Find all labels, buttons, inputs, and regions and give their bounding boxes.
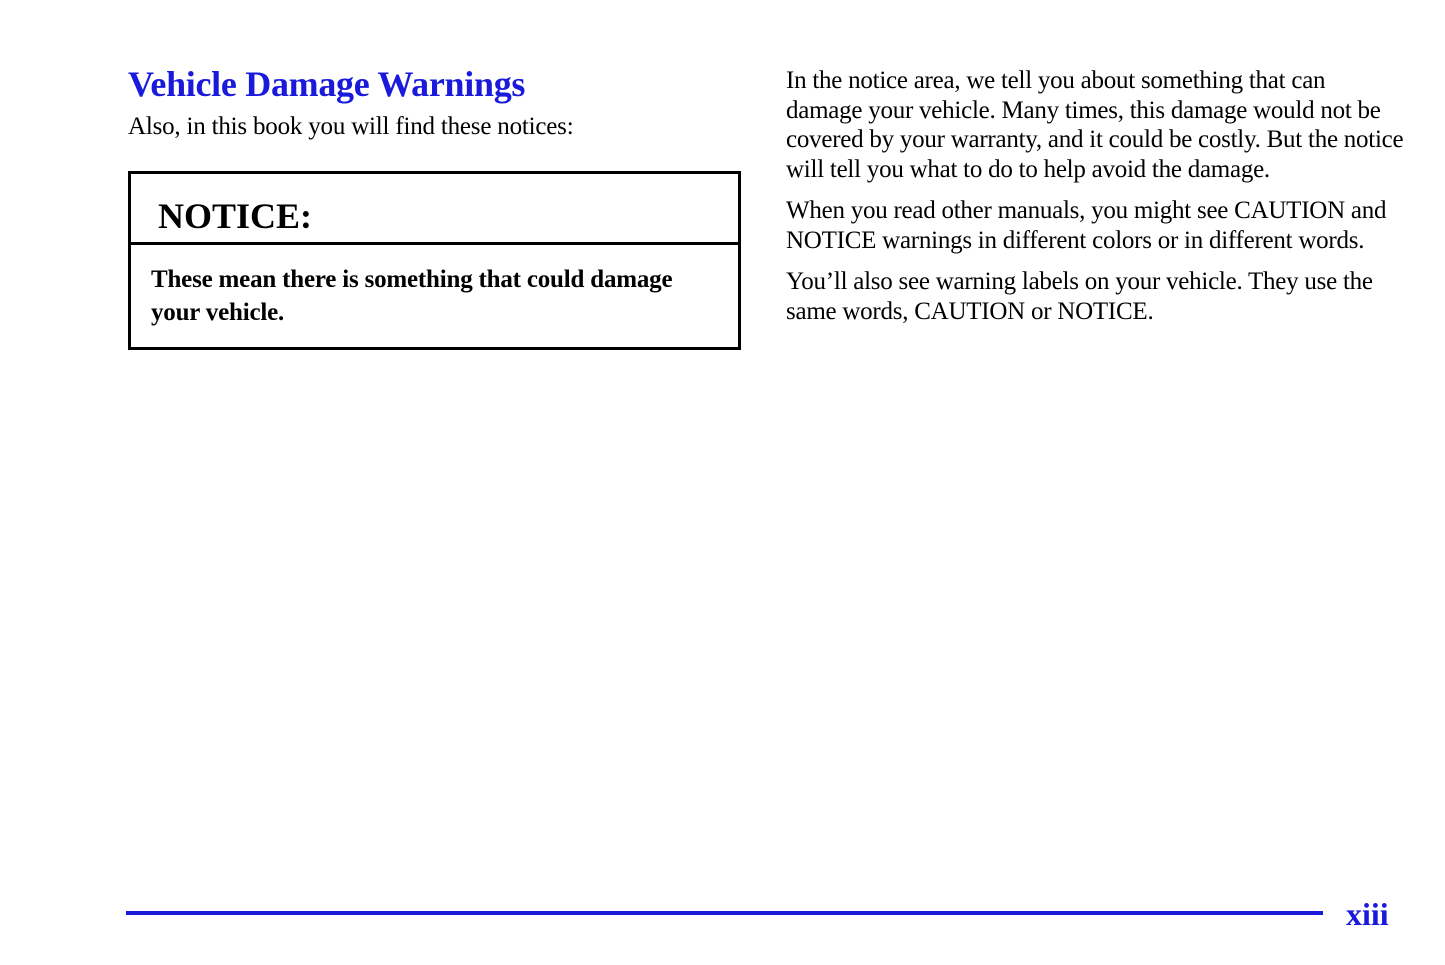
section-title: Vehicle Damage Warnings xyxy=(128,64,526,104)
paragraph-warning-labels: You’ll also see warning labels on your vehicle. They use the same words, CAUTION or NOTICE. xyxy=(786,268,1373,325)
left-column xyxy=(128,62,743,142)
notice-text: These mean there is something that could damage your vehicle. xyxy=(151,266,673,326)
section-intro: Also, in this book you will find these notices: xyxy=(128,113,574,140)
notice-box xyxy=(128,171,741,350)
footer-rule xyxy=(126,911,1323,915)
notice-label: NOTICE: xyxy=(131,174,738,245)
paragraph-other-manuals: When you read other manuals, you might see CAUTION and NOTICE warnings in different colors or in different words. xyxy=(786,197,1387,254)
page-number: xiii xyxy=(1346,896,1389,932)
right-column xyxy=(786,66,1406,338)
paragraph-notice-area: In the notice area, we tell you about something that can damage your vehicle. Many times, this damage would not be covered by your warranty, and it could be costly. But the notice will tell you what to do to help avoid the damage. xyxy=(786,67,1404,183)
